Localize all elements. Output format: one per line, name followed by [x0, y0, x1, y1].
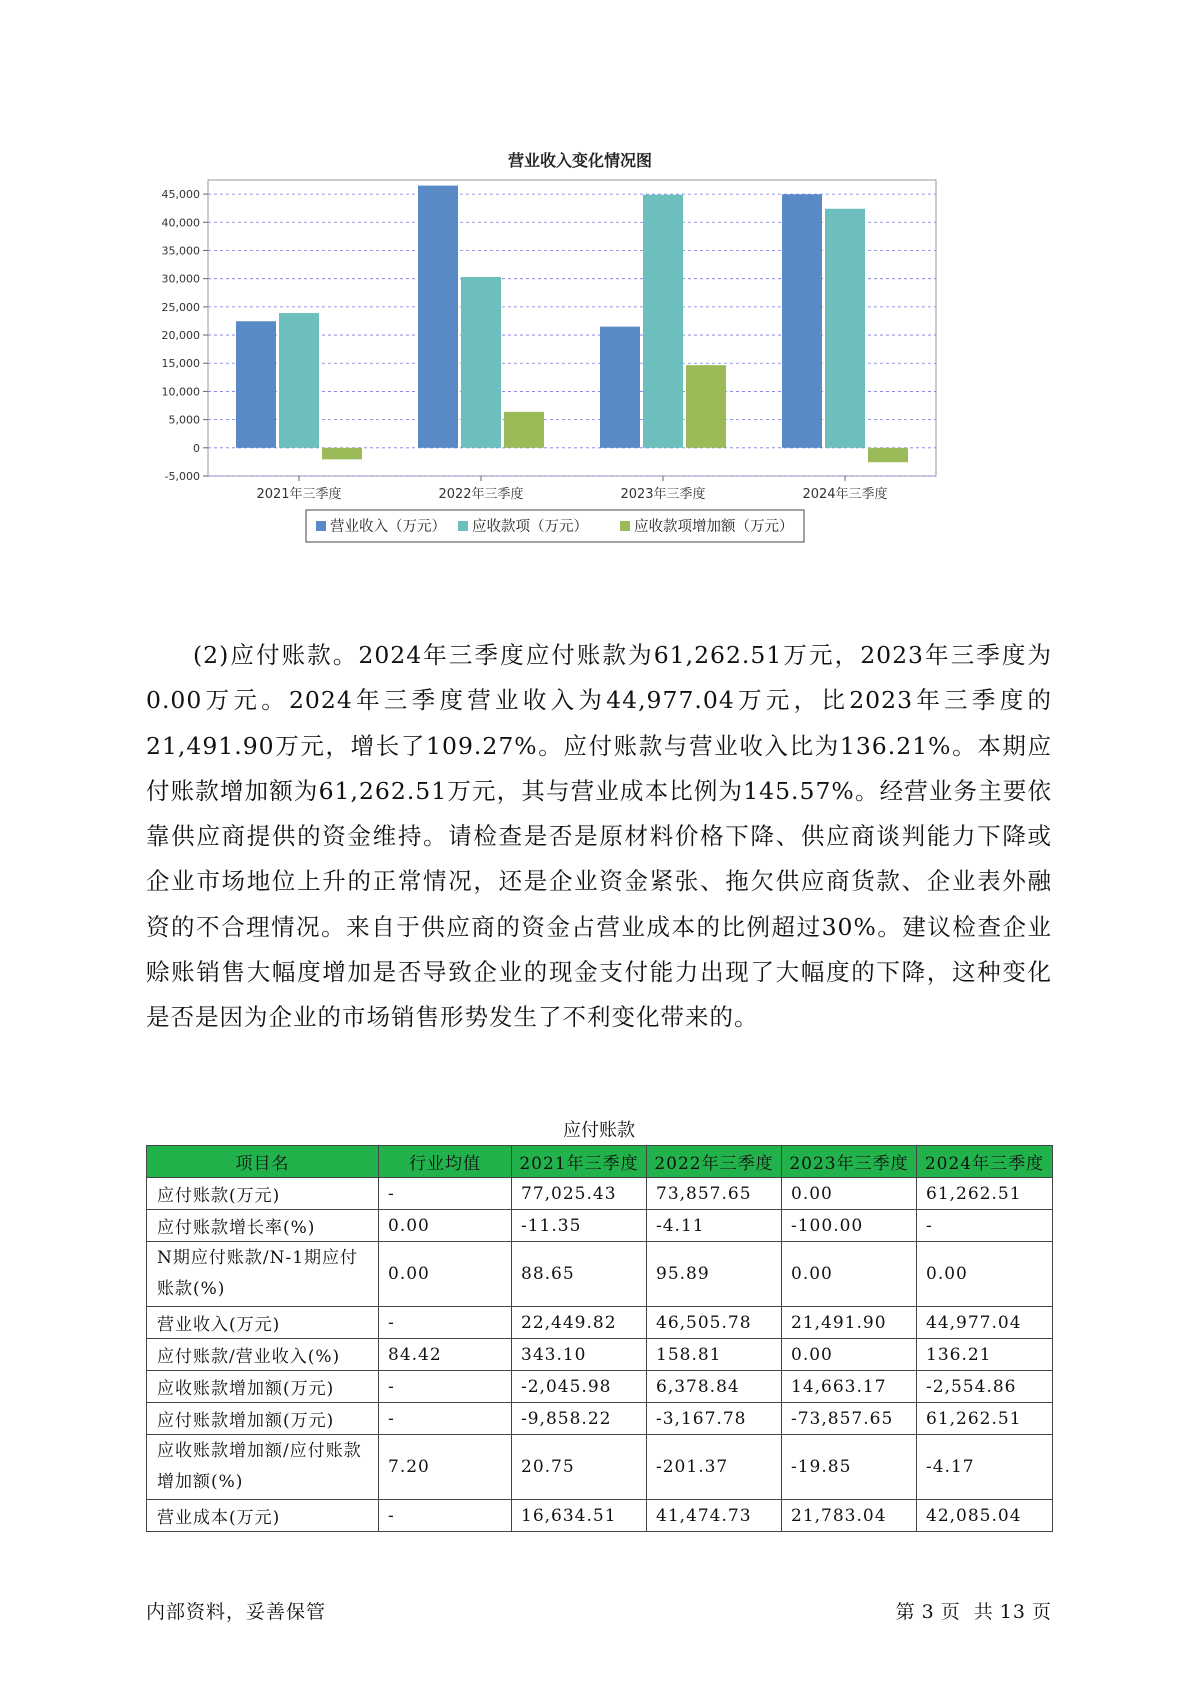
bar [461, 277, 501, 448]
bar [279, 313, 319, 448]
x-tick-label: 2023年三季度 [620, 487, 706, 502]
bar [418, 186, 458, 448]
row-label-cell: 应付账款/营业收入(%) [147, 1339, 379, 1371]
row-label-cell: N期应付账款/N-1期应付账款(%) [147, 1242, 379, 1307]
bar [825, 209, 865, 448]
table-cell: -4.11 [647, 1210, 782, 1242]
bar [236, 321, 276, 448]
table-cell: 14,663.17 [782, 1371, 917, 1403]
accounts-payable-table [146, 1145, 1053, 1532]
table-cell: 6,378.84 [647, 1371, 782, 1403]
table-cell: - [379, 1500, 512, 1532]
legend-swatch [620, 521, 630, 531]
table-row [147, 1178, 1053, 1210]
table-row [147, 1210, 1053, 1242]
table-header-cell: 2022年三季度 [647, 1146, 782, 1178]
row-label-cell: 应付账款增长率(%) [147, 1210, 379, 1242]
table-cell: -3,167.78 [647, 1403, 782, 1435]
page-unit: 页 [940, 1601, 961, 1623]
bar [504, 412, 544, 448]
table-cell: 42,085.04 [917, 1500, 1053, 1532]
table-cell: 136.21 [917, 1339, 1053, 1371]
table-caption: 应付账款 [563, 1120, 635, 1141]
row-label-cell: 营业成本(万元) [147, 1500, 379, 1532]
table-cell: 21,491.90 [782, 1307, 917, 1339]
bar [643, 195, 683, 448]
y-tick-label: -5,000 [164, 470, 200, 483]
legend-label: 应收款项增加额（万元） [634, 519, 794, 535]
table-row [147, 1242, 1053, 1307]
table-cell: 95.89 [647, 1242, 782, 1307]
total-unit: 页 [1031, 1601, 1052, 1623]
table-cell: -4.17 [917, 1435, 1053, 1500]
table-row [147, 1371, 1053, 1403]
y-tick-label: 5,000 [168, 413, 200, 427]
row-label-cell: 应付账款(万元) [147, 1178, 379, 1210]
x-tick-label: 2024年三季度 [802, 487, 888, 502]
table-cell: 16,634.51 [512, 1500, 647, 1532]
y-tick-label: 10,000 [161, 385, 200, 399]
row-label-cell: 应收账款增加额(万元) [147, 1371, 379, 1403]
table-header-row [147, 1146, 1053, 1178]
table-cell: -19.85 [782, 1435, 917, 1500]
table-row [147, 1403, 1053, 1435]
legend-swatch [316, 521, 326, 531]
bar [868, 448, 908, 462]
bar [686, 365, 726, 448]
table-row [147, 1500, 1053, 1532]
table-cell: 77,025.43 [512, 1178, 647, 1210]
row-label-cell: 营业收入(万元) [147, 1307, 379, 1339]
y-tick-label: 40,000 [161, 216, 200, 230]
table-cell: 0.00 [379, 1210, 512, 1242]
table-header-cell: 2023年三季度 [782, 1146, 917, 1178]
table-row [147, 1339, 1053, 1371]
table-cell: 61,262.51 [917, 1178, 1053, 1210]
table-cell: -100.00 [782, 1210, 917, 1242]
table-cell: - [379, 1403, 512, 1435]
footer-page-info [890, 1597, 1052, 1624]
table-cell: 343.10 [512, 1339, 647, 1371]
table-body [147, 1178, 1053, 1532]
y-tick-label: 30,000 [161, 272, 200, 286]
table-cell: -73,857.65 [782, 1403, 917, 1435]
table-cell: -9,858.22 [512, 1403, 647, 1435]
table-cell: 0.00 [917, 1242, 1053, 1307]
y-tick-label: 25,000 [161, 300, 200, 314]
table-cell: -2,045.98 [512, 1371, 647, 1403]
x-tick-label: 2022年三季度 [438, 487, 524, 502]
table-cell: 20.75 [512, 1435, 647, 1500]
table-cell: 88.65 [512, 1242, 647, 1307]
table-row [147, 1307, 1053, 1339]
table-cell: 7.20 [379, 1435, 512, 1500]
total-pages: 13 [999, 1601, 1026, 1623]
table-cell: 46,505.78 [647, 1307, 782, 1339]
table-cell: -2,554.86 [917, 1371, 1053, 1403]
table-header-cell: 行业均值 [379, 1146, 512, 1178]
table-cell: 0.00 [379, 1242, 512, 1307]
table-cell: - [379, 1178, 512, 1210]
table-cell: 0.00 [782, 1339, 917, 1371]
table-cell: 21,783.04 [782, 1500, 917, 1532]
table-cell: 158.81 [647, 1339, 782, 1371]
x-tick-label: 2021年三季度 [256, 487, 342, 502]
table-header-cell: 项目名 [147, 1146, 379, 1178]
table-cell: 84.42 [379, 1339, 512, 1371]
chart-svg [140, 140, 1020, 595]
row-label-cell: 应收账款增加额/应付账款增加额(%) [147, 1435, 379, 1500]
table-cell: 22,449.82 [512, 1307, 647, 1339]
table-header-cell: 2024年三季度 [917, 1146, 1053, 1178]
footer-confidential-note: 内部资料，妥善保管 [146, 1601, 327, 1623]
revenue-chart [140, 140, 1020, 595]
table-cell: 0.00 [782, 1242, 917, 1307]
analysis-paragraph: (2)应付账款。2024年三季度应付账款为61,262.51万元，2023年三季度为0.00万元。2024年三季度营业收入为44,977.04万元，比2023年三季度的21,491.90万元，增长了109.27%。应付账款与营业收入比为136.21%。本期应付账款增加额为61,262.51万元，其与营业成本比例为145.57%。经营业务主要依靠供应商提供的资金维持。请检查是否是原材料价格下降、供应商谈判能力下降或企业市场地位上升的正常情况，还是企业资金紧张、拖欠供应商货款、企业表外融资的不合理情况。来自于供应商的资金占营业成本的比例超过30%。建议检查企业赊账销售大幅度增加是否导致企业的现金支付能力出现了大幅度的下降，这种变化是否是因为企业的市场销售形势发生了不利变化带来的。 [146, 641, 1052, 1032]
y-tick-label: 20,000 [161, 329, 200, 343]
chart-title: 营业收入变化情况图 [507, 151, 652, 170]
y-tick-label: 35,000 [161, 244, 200, 258]
table-cell: -11.35 [512, 1210, 647, 1242]
bar [322, 448, 362, 460]
row-label-cell: 应付账款增加额(万元) [147, 1403, 379, 1435]
table-cell: - [917, 1210, 1053, 1242]
page-prefix: 第 [895, 1601, 916, 1623]
table-cell: 44,977.04 [917, 1307, 1053, 1339]
bar [600, 327, 640, 448]
table-row [147, 1435, 1053, 1500]
legend-label: 营业收入（万元） [330, 519, 446, 535]
table-cell: 61,262.51 [917, 1403, 1053, 1435]
legend-label: 应收款项（万元） [472, 519, 588, 535]
legend-swatch [458, 521, 468, 531]
table-cell: 0.00 [782, 1178, 917, 1210]
total-prefix: 共 [973, 1601, 994, 1623]
y-tick-label: 0 [193, 441, 200, 455]
y-tick-label: 15,000 [161, 357, 200, 371]
table-cell: - [379, 1371, 512, 1403]
table-cell: -201.37 [647, 1435, 782, 1500]
table-cell: 41,474.73 [647, 1500, 782, 1532]
bar [782, 194, 822, 448]
table-header-cell: 2021年三季度 [512, 1146, 647, 1178]
table-cell: 73,857.65 [647, 1178, 782, 1210]
table-cell: - [379, 1307, 512, 1339]
y-tick-label: 45,000 [161, 188, 200, 202]
page-number: 3 [921, 1601, 935, 1623]
